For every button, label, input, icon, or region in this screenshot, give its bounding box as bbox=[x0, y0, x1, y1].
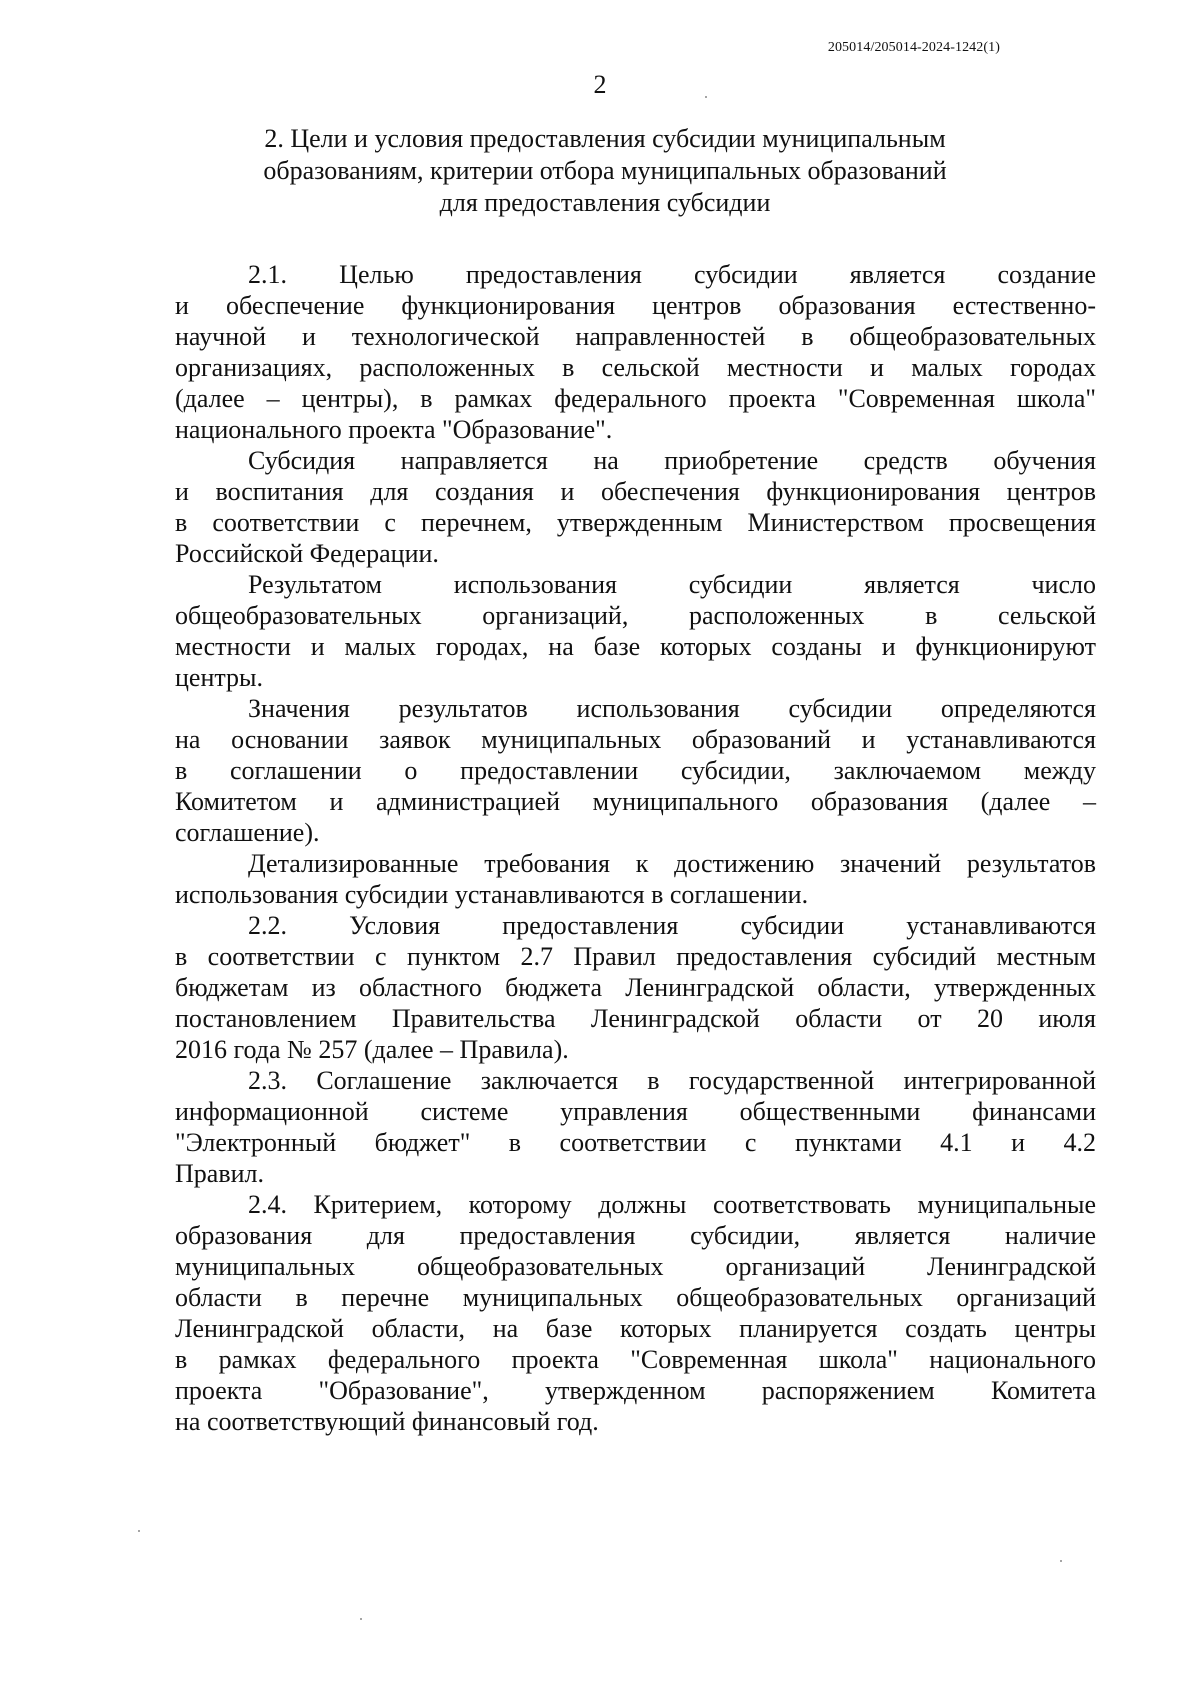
page-number: 2 bbox=[593, 70, 607, 99]
text-line: муниципальных общеобразовательных организаций Ленинградской bbox=[175, 1252, 1096, 1281]
text-line: бюджетам из областного бюджета Ленинградской области, утвержденных bbox=[175, 973, 1096, 1002]
text-line: Правил. bbox=[175, 1159, 264, 1188]
text-line: в соответствии с пунктом 2.7 Правил предоставления субсидий местным bbox=[175, 942, 1096, 971]
text-line: общеобразовательных организаций, расположенных в сельской bbox=[175, 601, 1096, 630]
text-line: и воспитания для создания и обеспечения функционирования центров bbox=[175, 477, 1096, 506]
section-title-line: 2. Цели и условия предоставления субсидии муниципальным bbox=[264, 124, 946, 153]
section-title-line: образованиям, критерии отбора муниципальных образований bbox=[263, 156, 947, 185]
paragraph-2-4 bbox=[175, 1189, 1096, 1437]
scan-speck bbox=[360, 1618, 362, 1620]
text-line: проекта "Образование", утвержденном распоряжением Комитета bbox=[175, 1376, 1096, 1405]
text-line: 2.3. Соглашение заключается в государственной интегрированной bbox=[248, 1066, 1096, 1095]
paragraph-2-2 bbox=[175, 910, 1096, 1065]
text-line: местности и малых городах, на базе которых созданы и функционируют bbox=[175, 632, 1096, 661]
text-line: Детализированные требования к достижению значений результатов bbox=[248, 849, 1096, 878]
text-line: Комитетом и администрацией муниципального образования (далее – bbox=[175, 787, 1096, 816]
paragraph-subsidy-result bbox=[175, 569, 1096, 693]
paragraph-2-3 bbox=[175, 1065, 1096, 1189]
text-line: Значения результатов использования субсидии определяются bbox=[248, 694, 1096, 723]
text-line: области в перечне муниципальных общеобразовательных организаций bbox=[175, 1283, 1096, 1312]
text-line: в соответствии с перечнем, утвержденным Министерством просвещения bbox=[175, 508, 1096, 537]
text-line: соглашение). bbox=[175, 818, 320, 847]
text-line: использования субсидии устанавливаются в соглашении. bbox=[175, 880, 809, 909]
text-line: 2.4. Критерием, которому должны соответствовать муниципальные bbox=[248, 1190, 1096, 1219]
text-line: организациях, расположенных в сельской местности и малых городах bbox=[175, 353, 1096, 382]
text-line: центры. bbox=[175, 663, 264, 692]
text-line: 2.1. Целью предоставления субсидии является создание bbox=[248, 260, 1096, 289]
paragraph-result-values bbox=[175, 693, 1096, 848]
text-line: в рамках федерального проекта "Современная школа" национального bbox=[175, 1345, 1096, 1374]
section-title-line: для предоставления субсидии bbox=[439, 188, 771, 217]
text-line: Результатом использования субсидии является число bbox=[248, 570, 1096, 599]
section-title bbox=[175, 123, 1035, 219]
text-line: в соглашении о предоставлении субсидии, заключаемом между bbox=[175, 756, 1096, 785]
paragraph-subsidy-purpose bbox=[175, 445, 1096, 569]
document-id: 205014/205014-2024-1242(1) bbox=[827, 40, 1000, 55]
text-line: 2.2. Условия предоставления субсидии устанавливаются bbox=[248, 911, 1096, 940]
scan-speck bbox=[705, 96, 707, 98]
text-line: (далее – центры), в рамках федерального проекта "Современная школа" bbox=[175, 384, 1096, 413]
text-line: Российской Федерации. bbox=[175, 539, 439, 568]
text-line: постановлением Правительства Ленинградской области от 20 июля bbox=[175, 1004, 1096, 1033]
text-line: на соответствующий финансовый год. bbox=[175, 1407, 599, 1436]
text-line: Субсидия направляется на приобретение средств обучения bbox=[248, 446, 1096, 475]
paragraph-2-1 bbox=[175, 259, 1096, 445]
text-line: национального проекта "Образование". bbox=[175, 415, 613, 444]
text-line: образования для предоставления субсидии, является наличие bbox=[175, 1221, 1096, 1250]
text-line: на основании заявок муниципальных образований и устанавливаются bbox=[175, 725, 1096, 754]
text-line: и обеспечение функционирования центров образования естественно- bbox=[175, 291, 1096, 320]
text-line: "Электронный бюджет" в соответствии с пунктами 4.1 и 4.2 bbox=[175, 1128, 1096, 1157]
text-line: Ленинградской области, на базе которых планируется создать центры bbox=[175, 1314, 1096, 1343]
scan-speck bbox=[138, 1530, 140, 1532]
paragraph-detailed-requirements bbox=[175, 848, 1096, 910]
text-line: 2016 года № 257 (далее – Правила). bbox=[175, 1035, 569, 1064]
text-line: информационной системе управления общественными финансами bbox=[175, 1097, 1096, 1126]
scan-speck bbox=[1060, 1560, 1062, 1562]
section-body bbox=[175, 259, 1096, 1437]
text-line: научной и технологической направленностей в общеобразовательных bbox=[175, 322, 1096, 351]
